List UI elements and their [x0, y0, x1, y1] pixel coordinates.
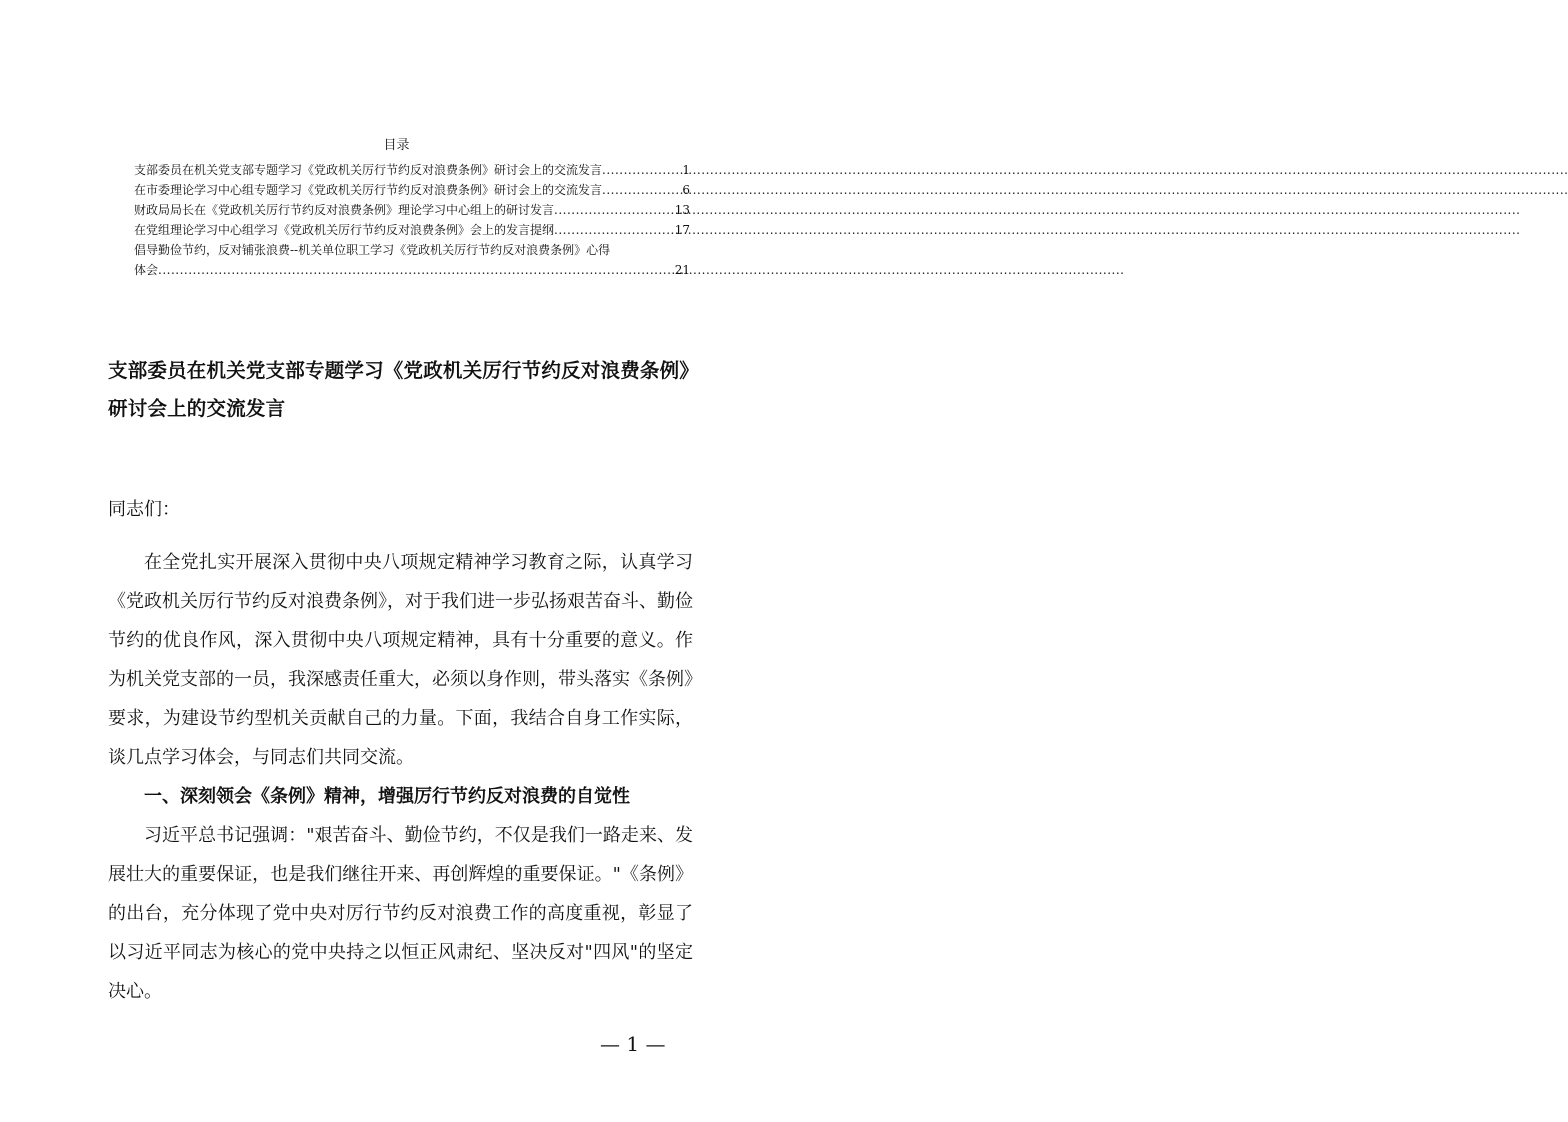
toc-entry-title: 在市委理论学习中心组专题学习《党政机关厉行节约反对浪费条例》研讨会上的交流发言: [134, 183, 603, 197]
toc-entry-page: 17: [674, 223, 690, 237]
toc-entry-page: 1: [682, 163, 690, 177]
toc-leader-dots: [158, 260, 674, 280]
toc-entry-page: 21: [674, 263, 690, 277]
toc-leader-dots: [602, 180, 681, 200]
toc-leader-dots: [602, 160, 681, 180]
article-title: 支部委员在机关党支部专题学习《党政机关厉行节约反对浪费条例》研讨会上的交流发言: [108, 359, 690, 420]
toc-entry-title: 支部委员在机关党支部专题学习《党政机关厉行节约反对浪费条例》研讨会上的交流发言: [134, 163, 603, 177]
toc-entry-page: 6: [682, 183, 690, 197]
article-body: [108, 490, 693, 1011]
table-of-contents: [134, 160, 690, 280]
page-number: — 1 —: [600, 1032, 666, 1056]
toc-entry[interactable]: [134, 180, 690, 200]
toc-entry-title: 财政局局长在《党政机关厉行节约反对浪费条例》理论学习中心组上的研讨发言: [134, 203, 555, 217]
body-paragraph: 在全党扎实开展深入贯彻中央八项规定精神学习教育之际，认真学习《党政机关厉行节约反对浪费条例》，对于我们进一步弘扬艰苦奋斗、勤俭节约的优良作风，深入贯彻中央八项规定精神，具有十分重要的意义。作为机关党支部的一员，我深感责任重大，必须以身作则，带头落实《条例》要求，为建设节约型机关贡献自己的力量。下面，我结合自身工作实际，谈几点学习体会，与同志们共同交流。: [108, 552, 693, 768]
toc-entry[interactable]: [134, 200, 690, 220]
toc-entry-title: 在党组理论学习中心组学习《党政机关厉行节约反对浪费条例》会上的发言提纲: [134, 223, 555, 237]
toc-entry-title-line1[interactable]: 倡导勤俭节约，反对铺张浪费--机关单位职工学习《党政机关厉行节约反对浪费条例》心得: [134, 243, 611, 257]
section-heading: 一、深刻领会《条例》精神，增强厉行节约反对浪费的自觉性: [144, 786, 630, 807]
toc-entry[interactable]: [134, 260, 690, 280]
greeting: 同志们：: [108, 499, 180, 520]
body-paragraph: 习近平总书记强调："艰苦奋斗、勤俭节约，不仅是我们一路走来、发展壮大的重要保证，也是我们继往开来、再创辉煌的重要保证。"《条例》的出台，充分体现了党中央对厉行节约反对浪费工作的高度重视，彰显了以习近平同志为核心的党中央持之以恒正风肃纪、坚决反对"四风"的坚定决心。: [108, 825, 693, 1002]
toc-entry-page: 13: [674, 203, 690, 217]
toc-leader-dots: [554, 220, 674, 240]
toc-entry[interactable]: [134, 220, 690, 240]
toc-entry-title-line2: 体会: [134, 263, 159, 277]
toc-entry[interactable]: [134, 160, 690, 180]
toc-title: 目录: [383, 138, 410, 153]
toc-leader-dots: [554, 200, 674, 220]
